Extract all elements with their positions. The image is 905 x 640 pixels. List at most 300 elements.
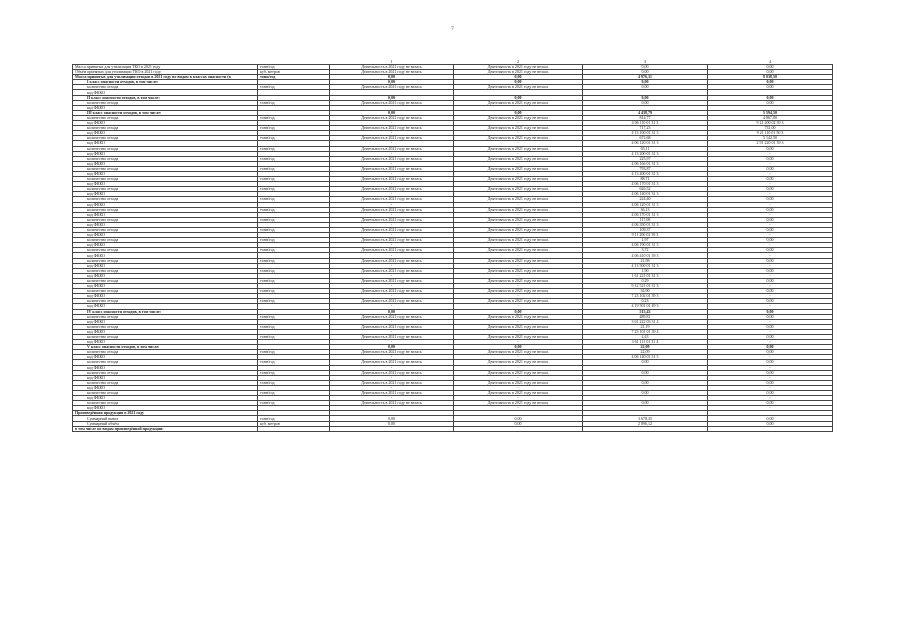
row-col2-cell: Деятельность в 2021 году не велась xyxy=(454,289,583,294)
row-col3-cell: 4 13 500 01 31 3 xyxy=(583,263,708,268)
row-name-cell: количество отхода xyxy=(73,85,258,90)
row-col4-cell: 0,00 xyxy=(708,80,833,85)
row-col2-cell: Деятельность в 2021 году не велась xyxy=(454,156,583,161)
row-col4-cell: 0,00 xyxy=(708,228,833,233)
row-col1-cell: - xyxy=(330,192,454,197)
row-col1-cell: Деятельность в 2021 году не велась xyxy=(330,370,454,375)
row-name-cell: код ФККО xyxy=(73,202,258,207)
row-name-cell: код ФККО xyxy=(73,151,258,156)
row-col2-cell: - xyxy=(454,340,583,345)
row-col3-cell: 109,37 xyxy=(583,228,708,233)
row-name-cell: количество отхода xyxy=(73,258,258,263)
row-col3-cell: 9 12 521 01 31 3 xyxy=(583,284,708,289)
row-name-cell: в том числе по видам произведённой продукции: xyxy=(73,426,258,431)
row-col3-cell: 626,52 xyxy=(583,187,708,192)
row-col2-cell: - xyxy=(454,222,583,227)
row-col2-cell: - xyxy=(454,131,583,136)
row-col3-cell: 4 13 400 01 31 3 xyxy=(583,171,708,176)
row-col4-cell: - xyxy=(708,355,833,360)
row-col1-cell: Деятельность в 2021 году не велась xyxy=(330,238,454,243)
row-name-cell: количество отхода xyxy=(73,126,258,131)
row-col1-cell: - xyxy=(330,253,454,258)
row-col4-cell: 0,00 xyxy=(708,416,833,421)
row-name-cell: количество отхода xyxy=(73,334,258,339)
row-col4-cell: 0,00 xyxy=(708,95,833,100)
row-col4-cell: - xyxy=(708,329,833,334)
row-col1-cell: - xyxy=(330,171,454,176)
row-col3-cell: 793,87 xyxy=(583,166,708,171)
row-col3-cell: 4 06 410 01 39 3 xyxy=(583,253,708,258)
row-col1-cell: - xyxy=(330,304,454,309)
row-col3-cell: 0,00 xyxy=(583,95,708,100)
row-name-cell: III класс опасности отходов, в том числе: xyxy=(73,110,258,115)
row-name-cell: количество отхода xyxy=(73,401,258,406)
row-name-cell: код ФККО xyxy=(73,253,258,258)
row-unit-cell: тонн/год xyxy=(258,289,330,294)
row-col2-cell: 0,00 xyxy=(454,345,583,350)
row-col2-cell: Деятельность в 2021 году не велась xyxy=(454,350,583,355)
row-col4-cell: 4 867,80 xyxy=(708,115,833,120)
row-unit-cell xyxy=(258,426,330,431)
row-name-cell: количество отхода xyxy=(73,146,258,151)
row-col2-cell xyxy=(454,426,583,431)
row-unit-cell: тонн/год xyxy=(258,177,330,182)
row-col4-cell: 9 21 110 01 50 3 xyxy=(708,131,833,136)
row-col4-cell: 5 594,50 xyxy=(708,110,833,115)
row-col4-cell: 0,00 xyxy=(708,207,833,212)
row-unit-cell: тонн/год xyxy=(258,115,330,120)
row-col2-cell: Деятельность в 2021 году не велась xyxy=(454,177,583,182)
row-col4-cell: 0,00 xyxy=(708,156,833,161)
row-name-cell: код ФККО xyxy=(73,340,258,345)
row-col1-cell: - xyxy=(330,141,454,146)
row-col3-cell: 515,43 xyxy=(583,309,708,314)
row-col4-cell: - xyxy=(708,233,833,238)
row-col3-cell: 4 06 170 01 31 3 xyxy=(583,212,708,217)
row-col1-cell: Деятельность в 2021 году не велась xyxy=(330,401,454,406)
row-col3-cell: 3 61 222 03 31 4 xyxy=(583,319,708,324)
row-col4-cell: 731,00 xyxy=(708,126,833,131)
row-col1-cell: - xyxy=(330,375,454,380)
row-name-cell: код ФККО xyxy=(73,121,258,126)
row-col3-cell: 4 06 140 01 31 3 xyxy=(583,192,708,197)
row-col2-cell: - xyxy=(454,171,583,176)
row-name-cell: код ФККО xyxy=(73,243,258,248)
row-col3-cell: 36,13 xyxy=(583,207,708,212)
row-name-cell: код ФККО xyxy=(73,161,258,166)
row-col1-cell: 0,00 xyxy=(330,75,454,80)
row-col1-cell xyxy=(330,426,454,431)
row-col3-cell: 4 06 190 01 31 3 xyxy=(583,243,708,248)
table-body xyxy=(73,59,833,431)
row-name-cell: код ФККО xyxy=(73,233,258,238)
row-name-cell: код ФККО xyxy=(73,355,258,360)
row-col3-cell: 22,09 xyxy=(583,345,708,350)
row-col2-cell: Деятельность в 2021 году не велась xyxy=(454,248,583,253)
row-col4-cell: 0,00 xyxy=(708,401,833,406)
row-col4-cell: 0,00 xyxy=(708,100,833,105)
row-col1-cell: Деятельность в 2021 году не велась xyxy=(330,100,454,105)
row-col3-cell: 4 13 100 01 31 3 xyxy=(583,131,708,136)
row-col2-cell: Деятельность в 2021 году не велась xyxy=(454,268,583,273)
row-col1-cell: Деятельность в 2021 году не велась xyxy=(330,217,454,222)
row-col3-cell: 22,09 xyxy=(583,350,708,355)
row-col1-cell: - xyxy=(330,212,454,217)
row-col4-cell: 0,00 xyxy=(708,248,833,253)
column-header: 2 xyxy=(454,59,583,65)
waste-report-table xyxy=(72,59,833,432)
row-col4-cell: 0,00 xyxy=(708,177,833,182)
row-col1-cell: - xyxy=(330,329,454,334)
table-row xyxy=(73,426,833,431)
row-col2-cell: Деятельность в 2021 году не велась xyxy=(454,85,583,90)
row-name-cell: код ФККО xyxy=(73,212,258,217)
row-col2-cell: Деятельность в 2021 году не велась xyxy=(454,314,583,319)
row-name-cell: количество отхода xyxy=(73,370,258,375)
row-col1-cell: Деятельность в 2021 году не велась xyxy=(330,258,454,263)
row-name-cell: количество отхода xyxy=(73,289,258,294)
row-col1-cell: 0,00 xyxy=(330,80,454,85)
row-col2-cell: Деятельность в 2021 году не велась xyxy=(454,65,583,70)
row-col2-cell: - xyxy=(454,182,583,187)
row-name-cell: количество отхода xyxy=(73,187,258,192)
row-name-cell: количество отхода xyxy=(73,314,258,319)
row-col1-cell: Деятельность в 2021 году не велась xyxy=(330,391,454,396)
row-name-cell: количество отхода xyxy=(73,278,258,283)
row-col3-cell: 224,40 xyxy=(583,197,708,202)
row-col2-cell: 0,00 xyxy=(454,416,583,421)
row-col3-cell: 4,43 xyxy=(583,334,708,339)
row-unit-cell: тонн/год xyxy=(258,228,330,233)
row-unit-cell: тонн/год xyxy=(258,65,330,70)
row-col4-cell: - xyxy=(708,243,833,248)
row-name-cell: количество отхода xyxy=(73,268,258,273)
row-col1-cell: Деятельность в 2021 году не велась xyxy=(330,177,454,182)
row-col3-cell: 0,00 xyxy=(583,401,708,406)
row-unit-cell: тонн/год xyxy=(258,100,330,105)
row-col3-cell: 7 23 102 01 39 3 xyxy=(583,294,708,299)
row-name-cell: Суммарный объём xyxy=(73,421,258,426)
row-col2-cell: - xyxy=(454,385,583,390)
row-col2-cell: - xyxy=(454,304,583,309)
row-col1-cell: - xyxy=(330,233,454,238)
row-name-cell: количество отхода xyxy=(73,166,258,171)
row-col3-cell: 0,29 xyxy=(583,278,708,283)
row-name-cell: количество отхода xyxy=(73,156,258,161)
row-unit-cell: тонн/год xyxy=(258,324,330,329)
row-col1-cell: - xyxy=(330,396,454,401)
row-col1-cell: 0,00 xyxy=(330,421,454,426)
row-col4-cell: 0,00 xyxy=(708,421,833,426)
row-name-cell: количество отхода xyxy=(73,207,258,212)
row-name-cell: количество отхода xyxy=(73,177,258,182)
row-unit-cell: тонн/год xyxy=(258,380,330,385)
row-col2-cell: - xyxy=(454,263,583,268)
row-col4-cell: 0,00 xyxy=(708,345,833,350)
row-col4-cell: 0,00 xyxy=(708,391,833,396)
row-col2-cell: - xyxy=(454,365,583,370)
row-col4-cell: 0,00 xyxy=(708,65,833,70)
row-col2-cell: Деятельность в 2021 году не велась xyxy=(454,360,583,365)
row-col3-cell: 1,97 xyxy=(583,238,708,243)
row-col4-cell: 0,00 xyxy=(708,166,833,171)
row-col1-cell: Деятельность в 2021 году не велась xyxy=(330,248,454,253)
row-col2-cell: - xyxy=(454,329,583,334)
row-col4-cell: - xyxy=(708,212,833,217)
row-col2-cell: - xyxy=(454,243,583,248)
row-col3-cell: 0,23 xyxy=(583,299,708,304)
row-name-cell: код ФККО xyxy=(73,141,258,146)
row-name-cell: код ФККО xyxy=(73,192,258,197)
row-col2-cell: Деятельность в 2021 году не велась xyxy=(454,197,583,202)
row-name-cell: код ФККО xyxy=(73,131,258,136)
row-unit-cell: тонн/год xyxy=(258,416,330,421)
row-col1-cell: - xyxy=(330,263,454,268)
row-col4-cell: - xyxy=(708,319,833,324)
page-number: 7 xyxy=(451,27,454,32)
row-col1-cell: 0,00 xyxy=(330,345,454,350)
row-col3-cell: 21,98 xyxy=(583,258,708,263)
row-name-cell: количество отхода xyxy=(73,136,258,141)
row-col1-cell: - xyxy=(330,161,454,166)
row-unit-cell: куб. метров xyxy=(258,421,330,426)
row-col2-cell: - xyxy=(454,151,583,156)
row-name-cell: код ФККО xyxy=(73,171,258,176)
row-col1-cell: Деятельность в 2021 году не велась xyxy=(330,65,454,70)
row-col1-cell: - xyxy=(330,284,454,289)
row-col3-cell: 0,00 xyxy=(583,80,708,85)
row-name-cell: количество отхода xyxy=(73,380,258,385)
row-col4-cell: - xyxy=(708,375,833,380)
row-col1-cell: - xyxy=(330,121,454,126)
row-col3-cell: 4 06 350 01 31 3 xyxy=(583,222,708,227)
row-col1-cell: Деятельность в 2021 году не велась xyxy=(330,115,454,120)
row-col1-cell: Деятельность в 2021 году не велась xyxy=(330,156,454,161)
row-name-cell: код ФККО xyxy=(73,273,258,278)
row-col3-cell: 4 06 166 01 31 3 xyxy=(583,161,708,166)
row-col4-cell: 0,00 xyxy=(708,197,833,202)
row-name-cell: Масса принятых для утилизации ТКО в 2021 году xyxy=(73,65,258,70)
row-col2-cell: Деятельность в 2021 году не велась xyxy=(454,217,583,222)
row-col1-cell: - xyxy=(330,319,454,324)
row-col4-cell: 0,00 xyxy=(708,268,833,273)
row-col3-cell: 489,81 xyxy=(583,314,708,319)
row-col1-cell: - xyxy=(330,355,454,360)
row-col1-cell: - xyxy=(330,182,454,187)
row-col2-cell: 0,00 xyxy=(454,309,583,314)
row-col4-cell: 0,00 xyxy=(708,370,833,375)
row-col1-cell: Деятельность в 2021 году не велась xyxy=(330,278,454,283)
row-col4-cell: - xyxy=(708,253,833,258)
row-col3-cell: 65,11 xyxy=(583,146,708,151)
row-unit-cell: тонн/год xyxy=(258,207,330,212)
row-col4-cell: 2 91 220 01 39 3 xyxy=(708,141,833,146)
row-col3-cell: 4 13 200 01 31 3 xyxy=(583,151,708,156)
row-name-cell: код ФККО xyxy=(73,319,258,324)
row-col4-cell: 0,00 xyxy=(708,380,833,385)
row-col2-cell: Деятельность в 2021 году не велась xyxy=(454,401,583,406)
row-col2-cell: Деятельность в 2021 году не велась xyxy=(454,115,583,120)
row-name-cell: количество отхода xyxy=(73,391,258,396)
row-col1-cell: Деятельность в 2021 году не велась xyxy=(330,324,454,329)
row-col4-cell: 0,00 xyxy=(708,360,833,365)
row-col3-cell: 225,97 xyxy=(583,156,708,161)
row-col2-cell: Деятельность в 2021 году не велась xyxy=(454,324,583,329)
row-name-cell: код ФККО xyxy=(73,284,258,289)
row-col4-cell: - xyxy=(708,365,833,370)
row-col4-cell: 0,00 xyxy=(708,289,833,294)
row-col2-cell: - xyxy=(454,253,583,258)
row-col1-cell: Деятельность в 2021 году не велась xyxy=(330,380,454,385)
row-col2-cell: Деятельность в 2021 году не велась xyxy=(454,238,583,243)
row-col2-cell: - xyxy=(454,121,583,126)
row-col1-cell: - xyxy=(330,340,454,345)
row-col1-cell: Деятельность в 2021 году не велась xyxy=(330,70,454,75)
column-header: 1 xyxy=(330,59,454,65)
row-col4-cell: 0,00 xyxy=(708,70,833,75)
row-col1-cell: Деятельность в 2021 году не велась xyxy=(330,207,454,212)
row-name-cell: код ФККО xyxy=(73,329,258,334)
column-header: 4 xyxy=(708,59,833,65)
row-name-cell: код ФККО xyxy=(73,105,258,110)
row-col2-cell: - xyxy=(454,396,583,401)
row-unit-cell: тонн/год xyxy=(258,248,330,253)
row-col4-cell: 0,00 xyxy=(708,350,833,355)
row-col4-cell: - xyxy=(708,222,833,227)
row-col2-cell: - xyxy=(454,284,583,289)
row-col3-cell: 21,19 xyxy=(583,324,708,329)
row-name-cell: II класс опасности отходов, в том числе: xyxy=(73,95,258,100)
row-col2-cell: Деятельность в 2021 году не велась xyxy=(454,380,583,385)
row-name-cell: код ФККО xyxy=(73,294,258,299)
row-col4-cell: 0,00 xyxy=(708,334,833,339)
row-unit-cell: тонн/год xyxy=(258,299,330,304)
row-col2-cell: - xyxy=(454,212,583,217)
row-name-cell: количество отхода xyxy=(73,360,258,365)
row-col4-cell: - xyxy=(708,161,833,166)
row-name-cell: I класс опасности отходов, в том числе: xyxy=(73,80,258,85)
row-col2-cell: Деятельность в 2021 году не велась xyxy=(454,100,583,105)
row-col1-cell: Деятельность в 2021 году не велась xyxy=(330,136,454,141)
row-col4-cell: 0,00 xyxy=(708,314,833,319)
row-col1-cell: - xyxy=(330,294,454,299)
row-name-cell: количество отхода xyxy=(73,238,258,243)
row-col3-cell: 672,68 xyxy=(583,136,708,141)
row-name-cell: код ФККО xyxy=(73,304,258,309)
row-col1-cell: Деятельность в 2021 году не велась xyxy=(330,268,454,273)
row-col1-cell: Деятельность в 2021 году не велась xyxy=(330,197,454,202)
row-name-cell: количество отхода xyxy=(73,350,258,355)
row-col1-cell: 0,00 xyxy=(330,110,454,115)
row-col2-cell: - xyxy=(454,375,583,380)
row-col2-cell: 0,00 xyxy=(454,421,583,426)
row-col1-cell: - xyxy=(330,406,454,411)
row-unit-cell: тонн/год xyxy=(258,401,330,406)
row-col3-cell: 0,00 xyxy=(583,65,708,70)
row-col2-cell: Деятельность в 2021 году не велась xyxy=(454,207,583,212)
row-col1-cell: - xyxy=(330,273,454,278)
row-col1-cell: Деятельность в 2021 году не велась xyxy=(330,85,454,90)
row-col1-cell: - xyxy=(330,385,454,390)
row-col4-cell: - xyxy=(708,294,833,299)
row-col4-cell: 9 21 200 02 39 3 xyxy=(708,121,833,126)
row-col3-cell: 4 19 501 01 49 3 xyxy=(583,304,708,309)
row-col3-cell: 34,90 xyxy=(583,289,708,294)
row-col4-cell: - xyxy=(708,263,833,268)
row-col3-cell: 88,71 xyxy=(583,177,708,182)
row-col3-cell: 117,08 xyxy=(583,217,708,222)
row-col2-cell: Деятельность в 2021 году не велась xyxy=(454,136,583,141)
row-col2-cell: - xyxy=(454,202,583,207)
row-col2-cell: - xyxy=(454,406,583,411)
row-unit-cell: тонн/год xyxy=(258,126,330,131)
row-unit-cell: тонн/год xyxy=(258,75,330,80)
row-name-cell: код ФККО xyxy=(73,263,258,268)
row-col2-cell: 0,00 xyxy=(454,75,583,80)
row-col1-cell: Деятельность в 2021 году не велась xyxy=(330,350,454,355)
row-col4-cell: 0,00 xyxy=(708,187,833,192)
row-col4-cell: 0,00 xyxy=(708,299,833,304)
row-col3-cell: 3 678,35 xyxy=(583,416,708,421)
row-col3-cell: 0,00 xyxy=(583,70,708,75)
row-col3-cell: 4 06 110 01 31 3 xyxy=(583,121,708,126)
row-unit-cell: тонн/год xyxy=(258,314,330,319)
row-name-cell: количество отхода xyxy=(73,248,258,253)
row-col2-cell: Деятельность в 2021 году не велась xyxy=(454,187,583,192)
row-unit-cell: тонн/год xyxy=(258,146,330,151)
row-col2-cell: - xyxy=(454,273,583,278)
row-col1-cell: Деятельность в 2021 году не велась xyxy=(330,228,454,233)
row-col1-cell: - xyxy=(330,365,454,370)
row-col3-cell: 1 61 221 01 31 3 xyxy=(583,273,708,278)
row-col4-cell: - xyxy=(708,385,833,390)
row-col3-cell: 2 896,12 xyxy=(583,421,708,426)
row-col4-cell: - xyxy=(708,396,833,401)
row-col1-cell: Деятельность в 2021 году не велась xyxy=(330,360,454,365)
row-col2-cell: Деятельность в 2021 году не велась xyxy=(454,391,583,396)
row-col4-cell: - xyxy=(708,151,833,156)
row-name-cell: Суммарный вывоз xyxy=(73,416,258,421)
row-col4-cell: 8 038,50 xyxy=(708,75,833,80)
row-col2-cell: 0,00 xyxy=(454,95,583,100)
row-col3-cell: 814,77 xyxy=(583,115,708,120)
row-col2-cell: Деятельность в 2021 году не велась xyxy=(454,299,583,304)
row-col2-cell: - xyxy=(454,319,583,324)
row-name-cell: код ФККО xyxy=(73,365,258,370)
row-col2-cell: Деятельность в 2021 году не велась xyxy=(454,278,583,283)
row-unit-cell: тонн/год xyxy=(258,350,330,355)
row-col4-cell: - xyxy=(708,304,833,309)
row-name-cell: Масса принятых для утилизации отходов в 2021 году по видам в классах опасности (в xyxy=(73,75,258,80)
row-col1-cell: Деятельность в 2021 году не велась xyxy=(330,314,454,319)
row-col2-cell: Деятельность в 2021 году не велась xyxy=(454,334,583,339)
row-name-cell: количество отхода xyxy=(73,115,258,120)
row-col4-cell: 0,00 xyxy=(708,217,833,222)
row-unit-cell: тонн/год xyxy=(258,334,330,339)
row-col2-cell: Деятельность в 2021 году не велась xyxy=(454,370,583,375)
row-col4-cell: - xyxy=(708,192,833,197)
row-name-cell: код ФККО xyxy=(73,385,258,390)
row-name-cell: Произведённая продукция в 2021 году xyxy=(73,411,258,416)
row-unit-cell: тонн/год xyxy=(258,278,330,283)
row-col3-cell: 0,00 xyxy=(583,100,708,105)
row-col1-cell: - xyxy=(330,202,454,207)
row-col3-cell: 7 23 101 01 39 4 xyxy=(583,329,708,334)
row-col4-cell: 0,00 xyxy=(708,324,833,329)
row-col4-cell: 0,00 xyxy=(708,309,833,314)
row-name-cell: IV класс опасности отходов, в том числе: xyxy=(73,309,258,314)
row-name-cell: код ФККО xyxy=(73,396,258,401)
